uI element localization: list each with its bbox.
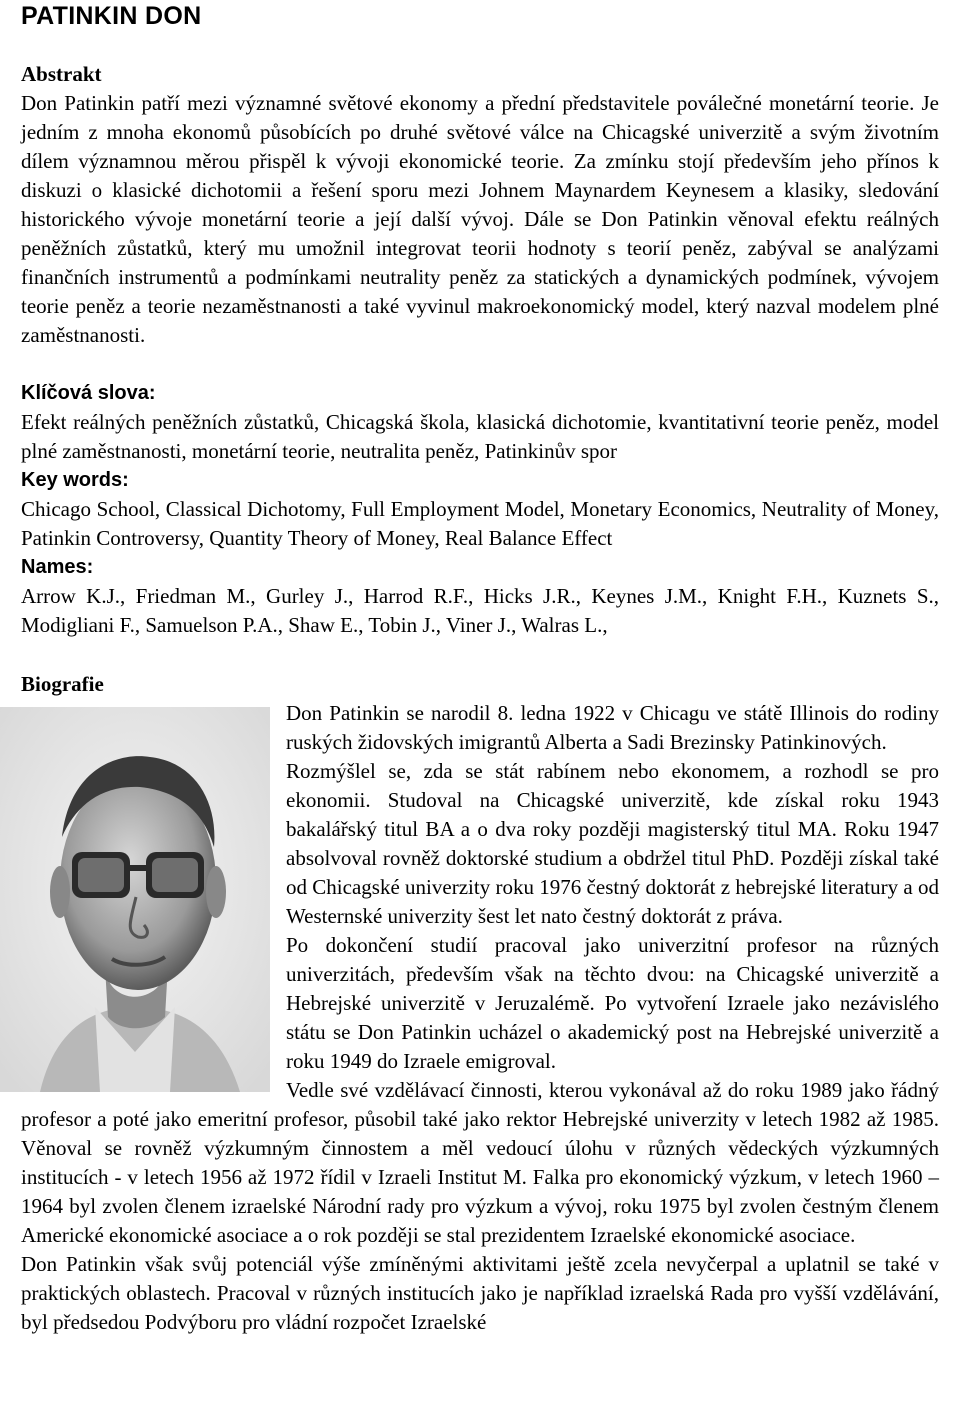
keywords-cz-section (21, 379, 939, 466)
abstract-section (21, 60, 939, 350)
biography-paragraph: Vedle své vzdělávací činnosti, kterou vykonával až do roku 1989 jako řádný profesor a poté jako emeritní profesor, působil také jako rektor Hebrejské univerzity v letech 1982 až 1985. Věnoval se rovněž výzkumným činnostem a měl vedoucí úlohu v různých vědeckých výzkumných institucích - v letech 1956 až 1972 řídil v Izraeli Institut M. Falka pro ekonomický výzkum, v letech 1960 – 1964 byl zvolen členem izraelské Národní rady pro výzkum a vývoj, roku 1975 byl zvolen čestným členem Americké ekonomické asociace a o rok později se stal prezidentem Izraelské ekonomické asociace. (21, 1078, 939, 1247)
names-heading: Names: (21, 556, 94, 578)
biography-heading: Biografie (21, 672, 104, 696)
keywords-en-text: Chicago School, Classical Dichotomy, Full Employment Model, Monetary Economics, Neutrality of Money, Patinkin Controversy, Quantity Theory of Money, Real Balance Effect (21, 497, 939, 550)
abstract-heading: Abstrakt (21, 62, 102, 86)
portrait-photo (0, 707, 270, 1092)
biography-section (21, 670, 939, 1337)
keywords-en-heading: Key words: (21, 469, 129, 491)
biography-paragraph: Don Patinkin se narodil 8. ledna 1922 v Chicagu ve státě Illinois do rodiny ruských židovských imigrantů Alberta a Sadi Brezinsky Patinkinových. (286, 701, 939, 754)
keywords-cz-text: Efekt reálných peněžních zůstatků, Chicagská škola, klasická dichotomie, kvantitativní teorie peněz, model plné zaměstnanosti, monetární teorie, neutralita peněz, Patinkinův spor (21, 410, 939, 463)
names-text: Arrow K.J., Friedman M., Gurley J., Harrod R.F., Hicks J.R., Keynes J.M., Knight F.H., Kuznets S., Modigliani F., Samuelson P.A., Shaw E., Tobin J., Viner J., Walras L., (21, 584, 939, 637)
biography-paragraph: Rozmýšlel se, zda se stát rabínem nebo ekonomem, a rozhodl se pro ekonomii. Studoval na Chicagské univerzitě, kde získal roku 1943 bakalářský titul BA a o dva roky později magisterský titul MA. Roku 1947 absolvoval rovněž doktorské studium a obdržel titul PhD. Později získal také od Chicagské univerzity roku 1976 čestný doktorát z hebrejské literatury a od Westernské univerzity šest let nato čestný doktorát z práva. (286, 759, 939, 928)
page-title: PATINKIN DON (21, 2, 202, 30)
biography-paragraph: Po dokončení studií pracoval jako univerzitní profesor na různých univerzitách, především však na těchto dvou: na Chicagské univerzitě a Hebrejské univerzitě v Jeruzalémě. Po vytvoření Izraele jako nezávislého státu se Don Patinkin ucházel o akademický post na Hebrejské univerzitě a roku 1949 do Izraele emigroval. (286, 933, 939, 1073)
keywords-en-section (21, 466, 939, 553)
keywords-cz-heading: Klíčová slova: (21, 382, 156, 404)
biography-paragraph: Don Patinkin však svůj potenciál výše zmíněnými aktivitami ještě zcela nevyčerpal a uplatnil se také v praktických oblastech. Pracoval v různých institucích jako je například izraelská Rada pro vyšší vzdělávání, byl předsedou Podvýboru pro vládní rozpočet Izraelské (21, 1252, 939, 1334)
abstract-text: Don Patinkin patří mezi významné světové ekonomy a přední představitele poválečné monetární teorie. Je jedním z mnoha ekonomů působících po druhé světové válce na Chicagské univerzitě a svým životním dílem významnou měrou přispěl k vývoji ekonomické teorie. Za zmínku stojí především jeho přínos k diskuzi o klasické dichotomii a řešení sporu mezi Johnem Maynardem Keynesem a klasiky, sledování historického vývoje monetární teorie a její další vývoj. Dále se Don Patinkin věnoval efektu reálných peněžních zůstatků, který mu umožnil integrovat teorii hodnoty s teorií peněz, zabýval se analýzami finančních instrumentů a podmínkami neutrality peněz za statických a dynamických podmínek, vývojem teorie peněz a teorie nezaměstnanosti a také vyvinul makroekonomický model, který nazval modelem plné zaměstnanosti. (21, 91, 939, 347)
names-section (21, 553, 939, 640)
